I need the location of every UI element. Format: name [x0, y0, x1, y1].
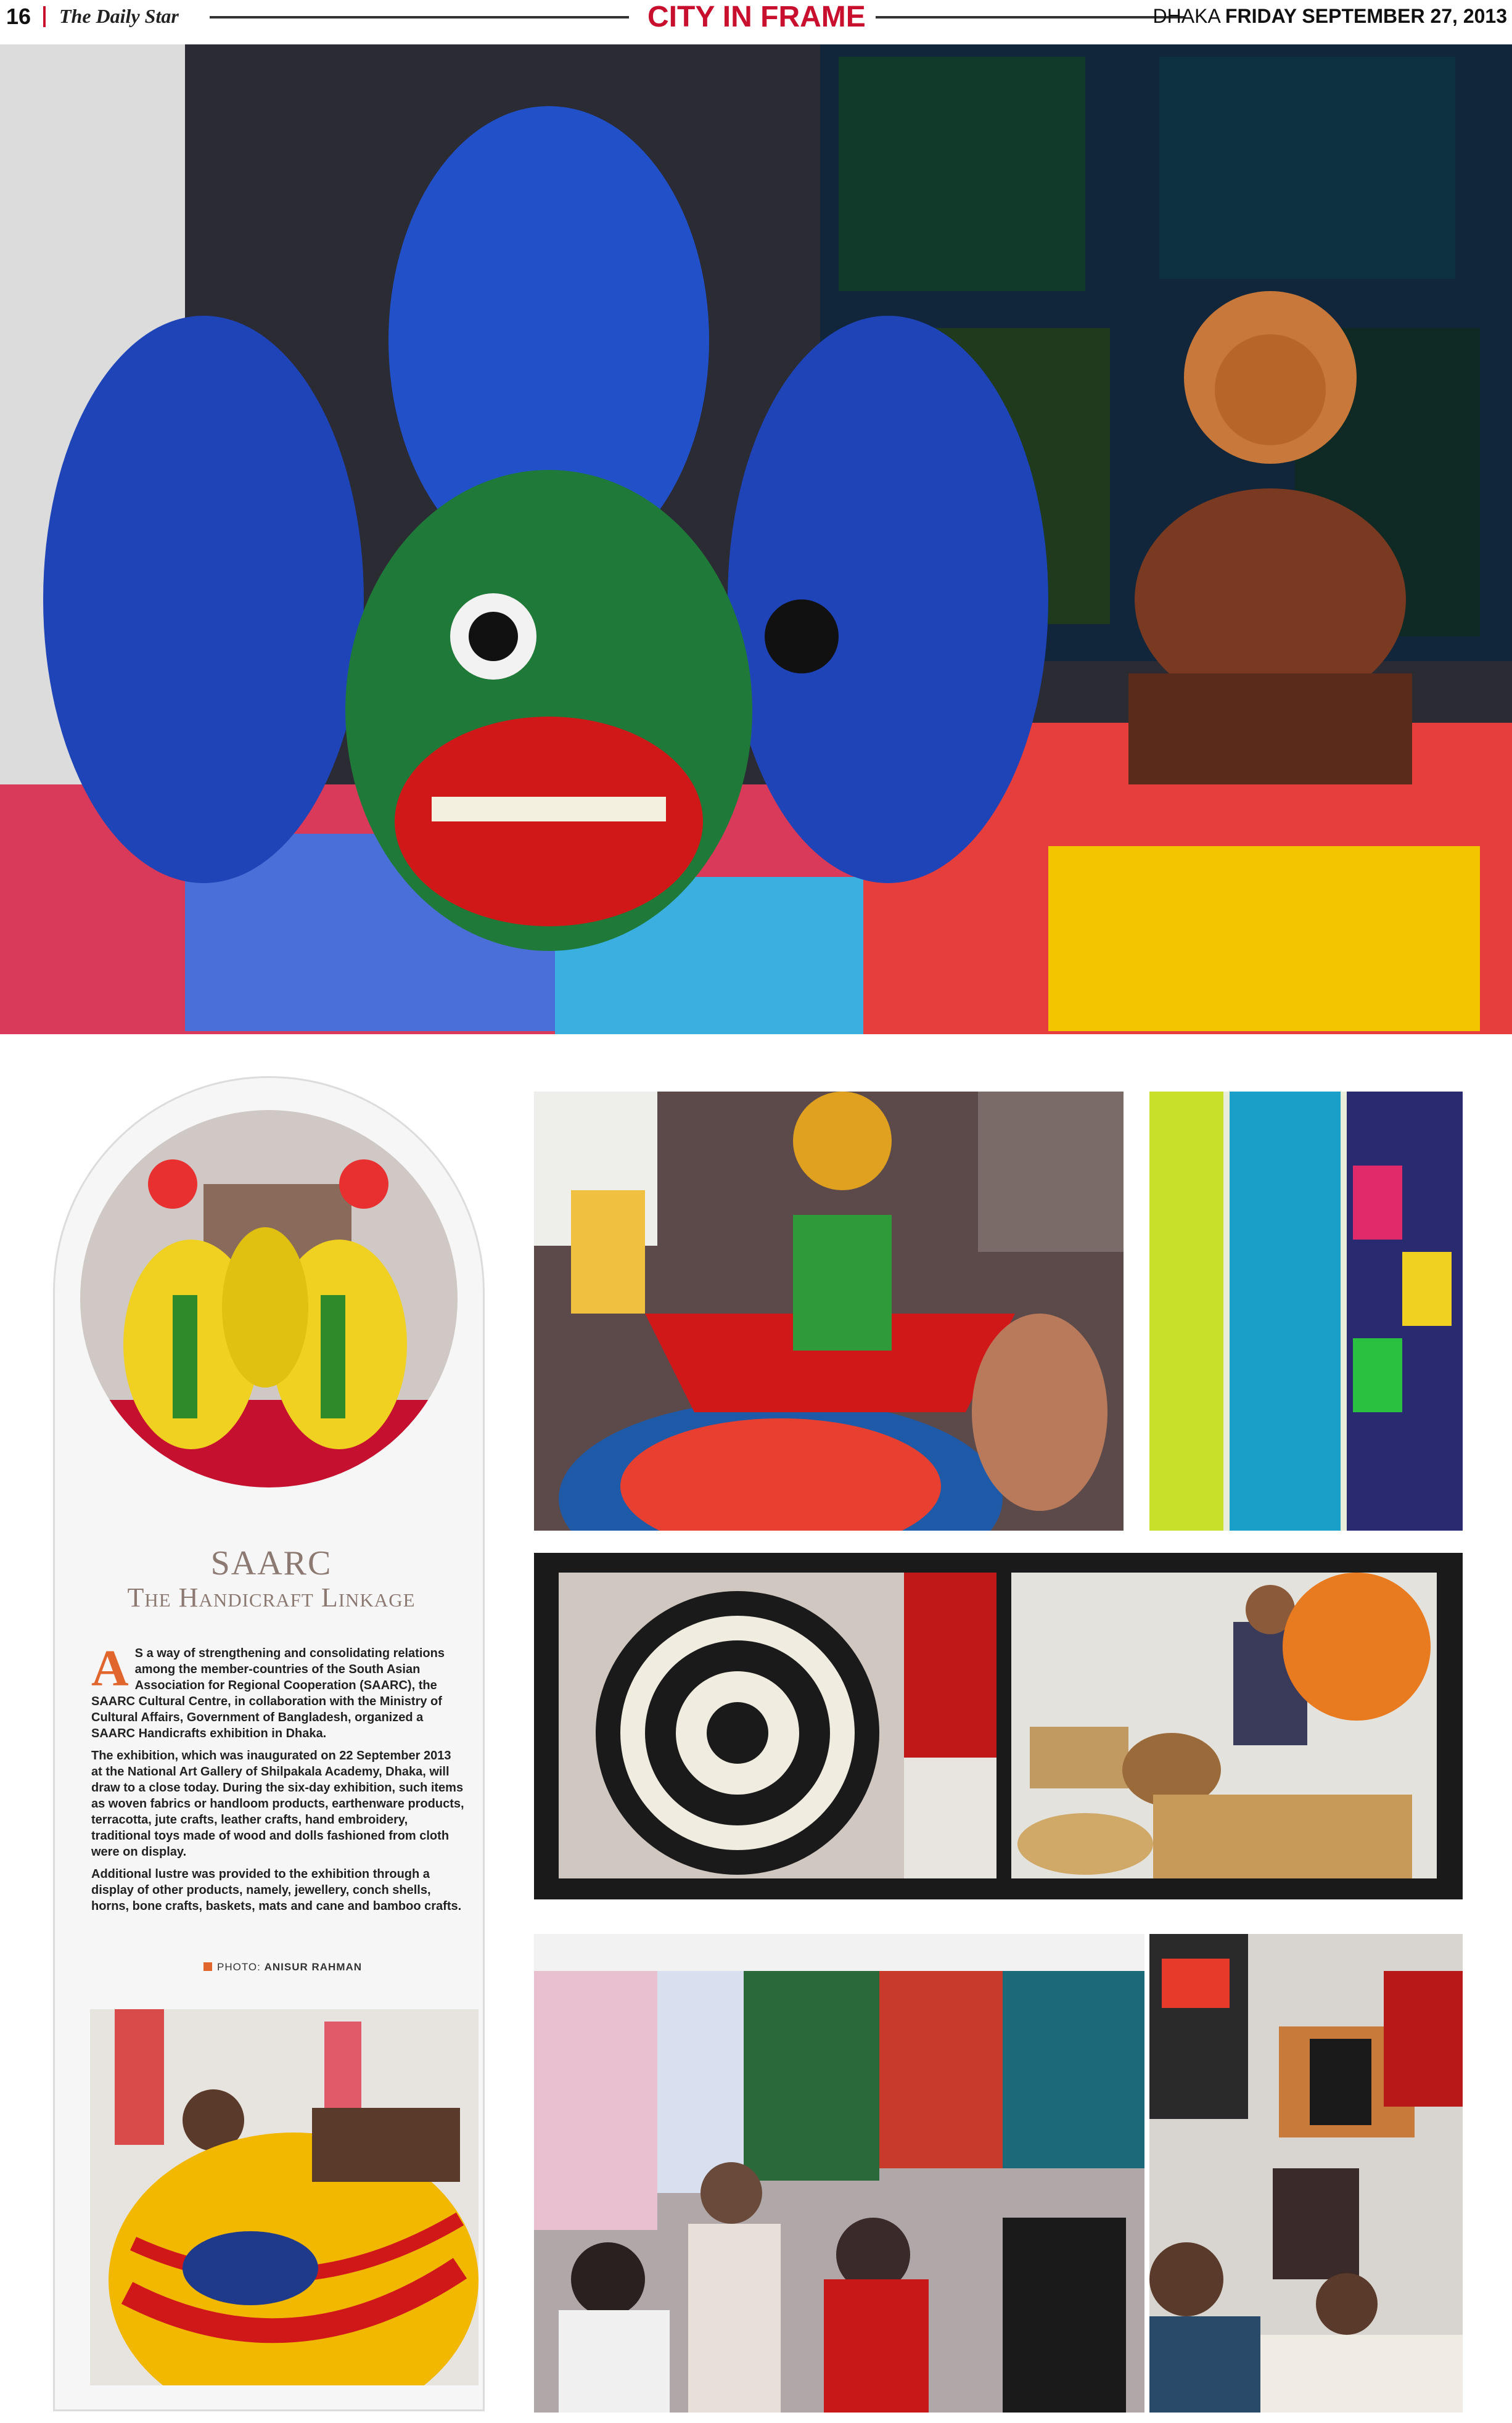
article-body [91, 1640, 465, 1920]
credit-bullet [203, 1962, 212, 1971]
photo-bamboo-baskets [1011, 1573, 1437, 1878]
article-paragraph-1 [91, 1640, 465, 1742]
photo-paper-birds [80, 1110, 458, 1487]
photo-shital-pati-mat [559, 1573, 996, 1878]
photo-jute-bags [1149, 1934, 1463, 2413]
dropcap: A [91, 1640, 129, 1697]
masthead-logo: The Daily Star [59, 5, 179, 27]
hero-photo-mask [0, 44, 1512, 1034]
article-paragraph-3: Additional lustre was provided to the exhibition through a display of other products, namely, jewellery, conch shells, horns, bone crafts, baskets, mats and cane and bamboo crafts. [91, 1867, 462, 1913]
header-divider [43, 6, 46, 27]
photo-boat-handicraft [534, 1092, 1124, 1531]
photo-hanging-fabrics [1149, 1092, 1463, 1531]
photo-credit [203, 1961, 362, 1973]
header-rule-left [210, 16, 629, 19]
article-paragraph-2: The exhibition, which was inaugurated on 22 September 2013 at the National Art Gallery of Shilpakala Academy, Dhaka, will draw to a close today. During the six-day exhibition, such items as woven fabrics or handloom products, earthenware products, terracotta, jute crafts, leather crafts, hand embroidery, traditional toys made of wood and dolls fashioned from cloth were on display. [91, 1749, 464, 1859]
photo-pot-painting [90, 2009, 479, 2385]
page-number: 16 [6, 4, 31, 29]
dateline [1153, 5, 1507, 28]
paragraph-1-text: S a way of strengthening and consolidating relations among the member-countries of the South Asian Association for Regional Cooperation (SAARC), the SAARC Cultural Centre, in collaboration with the Ministry of Cultural Affairs, Government of Bangladesh, organized a SAARC Handicrafts exhibition in Dhaka. [91, 1647, 445, 1740]
article-headline [68, 1545, 475, 1614]
header-rule-right [876, 16, 1184, 19]
headline-line1: SAARC [210, 1544, 332, 1582]
photo-exhibition-crowd [534, 1934, 1144, 2413]
section-title: CITY IN FRAME [647, 1, 866, 33]
headline-line2: The Handicraft Linkage [127, 1582, 416, 1613]
credit-name: ANISUR RAHMAN [264, 1961, 363, 1973]
dateline-city: DHAKA [1152, 5, 1220, 27]
credit-label: PHOTO: [217, 1961, 261, 1973]
dateline-date: FRIDAY SEPTEMBER 27, 2013 [1225, 5, 1507, 27]
